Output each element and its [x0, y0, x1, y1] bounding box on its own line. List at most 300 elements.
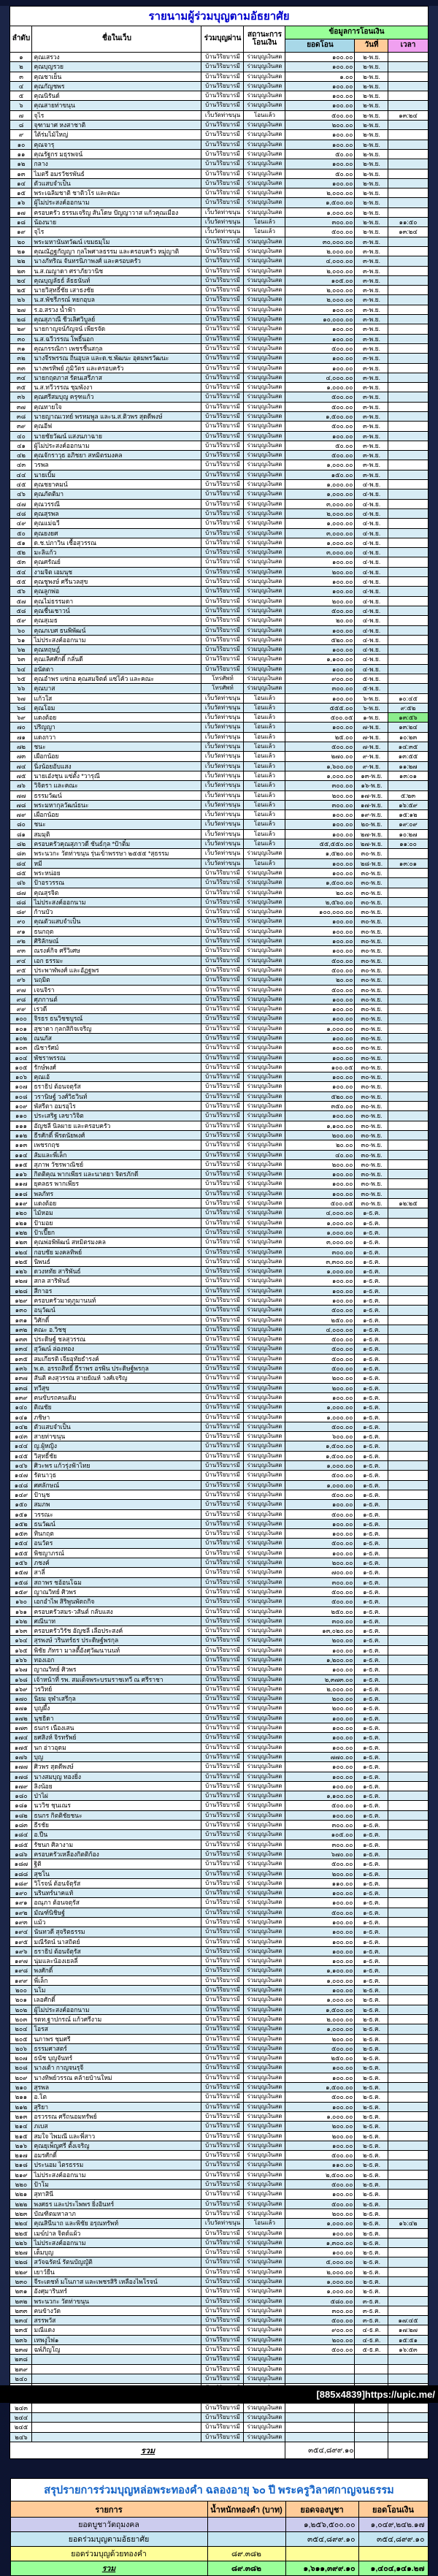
table-row: [10, 1373, 428, 1383]
table-row: [10, 1529, 428, 1539]
via-cell: บ้านวิริยบารมี: [201, 1878, 244, 1888]
via-cell: บ้านวิริยบารมี: [201, 1558, 244, 1568]
via-cell: บ้านวิริยบารมี: [201, 1480, 244, 1490]
table-row: [10, 1490, 428, 1499]
time-cell: [388, 198, 428, 207]
name-cell: คนข้างวัด: [32, 2306, 201, 2315]
time-cell: [388, 1461, 428, 1471]
via-cell: บ้านวิริยบารมี: [201, 1772, 244, 1781]
summary-label-cell: ยอดบูชาวัตถุมงคล: [10, 2518, 207, 2532]
table-row: [10, 1927, 428, 1937]
status-cell: ร่วมบุญเงินสด: [244, 2345, 285, 2355]
date-cell: ๓-พ.ย.: [355, 266, 388, 275]
index-cell: ๔๘: [10, 508, 32, 518]
amount-cell: ๑๐๐.๐๐: [285, 1645, 355, 1655]
status-cell: ร่วมบุญเงินสด: [244, 888, 285, 897]
amount-cell: ๑๐๐.๐๐: [285, 917, 355, 926]
summary-col-item: รายการ: [10, 2501, 207, 2518]
name-cell: คุณสายท่าขนุน: [32, 101, 201, 110]
date-cell: ๒-ธ.ค.: [355, 2034, 388, 2043]
via-cell: บ้านวิริยบารมี: [201, 2190, 244, 2199]
name-cell: นายกาญจน์กัญจน์ เพียรจัด: [32, 324, 201, 334]
date-cell: ๑-ธ.ค.: [355, 1500, 388, 1509]
status-cell: ร่วมบุญเงินสด: [244, 101, 285, 110]
amount-cell: ๑,๐๐๐.๐๐: [285, 1412, 355, 1422]
via-cell: บ้านวิริยบารมี: [201, 645, 244, 655]
status-cell: ร่วมบุญเงินสด: [244, 538, 285, 547]
table-row: [10, 907, 428, 917]
index-cell: ๒๒๘: [10, 2257, 32, 2267]
time-cell: [388, 2180, 428, 2190]
time-cell: [388, 2083, 428, 2092]
status-cell: ร่วมบุญเงินสด: [244, 937, 285, 946]
status-cell: โอนแล้ว: [244, 858, 285, 868]
name-cell: ชนะ: [32, 742, 201, 752]
name-cell: คุณเสรวง: [32, 53, 201, 62]
index-cell: ๗๗: [10, 790, 32, 800]
date-cell: ๑๙-พ.ย.: [355, 810, 388, 820]
date-cell: ๑-ธ.ค.: [355, 1218, 388, 1227]
date-cell: ๑-ธ.ค.: [355, 1315, 388, 1325]
status-cell: ร่วมบุญเงินสด: [244, 2170, 285, 2179]
name-cell: พงศักดิ์: [32, 1966, 201, 1975]
amount-cell: ๒,๕๖๐.๐๐: [285, 897, 355, 907]
amount-cell: ๑.๐๐: [285, 72, 355, 81]
table-row: [10, 2180, 428, 2190]
time-cell: [388, 1306, 428, 1315]
index-cell: ๑๑๖: [10, 1170, 32, 1179]
time-cell: [388, 1665, 428, 1674]
date-cell: ๑-ธ.ค.: [355, 1306, 388, 1315]
amount-cell: ๕๐๐.๐๐: [285, 1908, 355, 1917]
date-cell: ๒-ธ.ค.: [355, 2228, 388, 2238]
amount-cell: ๑,๐๐๐.๐๐: [285, 1975, 355, 1985]
status-cell: ร่วมบุญเงินสด: [244, 1927, 285, 1937]
index-cell: ๑๗๓: [10, 1723, 32, 1733]
amount-cell: ๕๐๐.๐๐: [285, 2316, 355, 2325]
summary-transferred-cell: ๑,๔๐๔,๑๔๑.๒๗: [358, 2561, 428, 2576]
name-cell: คุณอีฟ: [32, 422, 201, 431]
via-cell: บ้านวิริยบารมี: [201, 1024, 244, 1033]
via-cell: บ้านวิริยบารมี: [201, 1548, 244, 1558]
date-cell: ๓๐-พ.ย.: [355, 1189, 388, 1198]
date-cell: ๑-ธ.ค.: [355, 1587, 388, 1596]
status-cell: โอนแล้ว: [244, 781, 285, 790]
status-cell: ร่วมบุญเงินสด: [244, 1645, 285, 1655]
via-cell: บ้านวิริยบารมี: [201, 2054, 244, 2063]
amount-cell: ๑๐๐.๐๐: [285, 1772, 355, 1781]
status-cell: โอนแล้ว: [244, 771, 285, 780]
name-cell: คุณแม่ฉวี: [32, 519, 201, 528]
date-cell: ๒-ธ.ค.: [355, 2083, 388, 2092]
via-cell: บ้านวิริยบารมี: [201, 1704, 244, 1713]
amount-cell: ๑,๐๐๐.๐๐: [285, 519, 355, 528]
table-row: [10, 548, 428, 557]
table-row: [10, 1392, 428, 1402]
date-cell: ๙-พ.ย.: [355, 752, 388, 761]
name-cell: เลอศักดิ์: [32, 1995, 201, 2005]
table-row: [10, 441, 428, 450]
index-cell: ๘๘: [10, 897, 32, 907]
status-cell: ร่วมบุญเงินสด: [244, 2005, 285, 2014]
table-row: [10, 1752, 428, 1761]
amount-cell: ๑๐๐.๐๐: [285, 1519, 355, 1528]
date-cell: ๒๗-พ.ย.: [355, 829, 388, 839]
date-cell: ๓-พ.ย.: [355, 305, 388, 314]
date-cell: ๗-พ.ย.: [355, 742, 388, 752]
status-cell: ร่วมบุญเงินสด: [244, 1432, 285, 1441]
amount-cell: ๕๐๐.๐๐: [285, 1587, 355, 1596]
amount-cell: ๔,๐๐๐.๐๐: [285, 1325, 355, 1334]
table-row: [10, 1053, 428, 1062]
via-cell: บ้านวิริยบารมี: [201, 460, 244, 470]
status-cell: ร่วมบุญเงินสด: [244, 1150, 285, 1159]
index-cell: ๒๔: [10, 275, 32, 285]
amount-cell: ๑๐๐.๐๐: [285, 645, 355, 655]
via-cell: บ้านวิริยบารมี: [201, 2325, 244, 2335]
via-cell: บ้านวิริยบารมี: [201, 1296, 244, 1306]
date-cell: ๑-ธ.ค.: [355, 1519, 388, 1528]
time-cell: [388, 1218, 428, 1227]
date-cell: ๒-ธ.ค.: [355, 2151, 388, 2160]
via-cell: บ้านวิริยบารมี: [201, 2364, 244, 2374]
amount-cell: ๕๒๐.๐๐: [285, 1091, 355, 1101]
status-cell: ร่วมบุญเงินสด: [244, 1208, 285, 1218]
time-cell: [388, 1918, 428, 1927]
time-cell: [388, 334, 428, 343]
name-cell: ภชงค์: [32, 1558, 201, 1568]
name-cell: นางเต้า กาญจนรุจี: [32, 2063, 201, 2073]
amount-cell: ๑๐๐.๐๐: [285, 1927, 355, 1937]
time-cell: ๕:๒๓: [388, 790, 428, 800]
date-cell: ๑-ธ.ค.: [355, 1791, 388, 1801]
table-row: [10, 2092, 428, 2102]
status-cell: ร่วมบุญเงินสด: [244, 645, 285, 655]
time-cell: [388, 1908, 428, 1917]
amount-cell: ๑๐๐.๐๐: [285, 1005, 355, 1014]
status-cell: ร่วมบุญเงินสด: [244, 1005, 285, 1014]
name-cell: ครอบครัวคุณสุภาวดี ชันธ์กุล *ป้าติ๋ม: [32, 839, 201, 849]
amount-cell: ๗๐๐.๐๐: [285, 1568, 355, 1577]
amount-cell: ๕๐๐.๐๐: [285, 1597, 355, 1607]
status-cell: ร่วมบุญเงินสด: [244, 2141, 285, 2150]
date-cell: ๑-ธ.ค.: [355, 1927, 388, 1937]
name-cell: ธรรมศาสตร์: [32, 2043, 201, 2053]
amount-cell: ๒๕๐.๐๐: [285, 1607, 355, 1616]
status-cell: ร่วมบุญเงินสด: [244, 460, 285, 470]
index-cell: ๑๓: [10, 169, 32, 178]
via-cell: บ้านวิริยบารมี: [201, 1529, 244, 1539]
date-cell: ๑-ธ.ค.: [355, 1247, 388, 1257]
table-row: [10, 1801, 428, 1810]
status-cell: ร่วมบุญเงินสด: [244, 2151, 285, 2160]
index-cell: ๒๐๓: [10, 2014, 32, 2024]
date-cell: ๒-พ.ย.: [355, 207, 388, 217]
time-cell: [388, 2063, 428, 2073]
time-cell: [388, 1655, 428, 1664]
index-cell: ๙๗: [10, 985, 32, 994]
amount-cell: ๑,๐๐๐.๐๐: [285, 538, 355, 547]
date-cell: ๒-ธ.ค.: [355, 2160, 388, 2170]
index-cell: ๑๓๗: [10, 1373, 32, 1383]
table-row: [10, 373, 428, 382]
date-cell: ๒-ธ.ค.: [355, 2122, 388, 2131]
amount-cell: ๑๐๐.๐๐: [285, 354, 355, 363]
time-cell: [388, 237, 428, 246]
name-cell: ติณชัย: [32, 1403, 201, 1412]
amount-cell: ๑๐๐.๐๕: [285, 1062, 355, 1072]
index-cell: ๕๖: [10, 587, 32, 596]
status-cell: ร่วมบุญเงินสด: [244, 499, 285, 508]
amount-cell: ๒๐๐.๐๐: [285, 1558, 355, 1568]
amount-cell: ๑๐๐.๐๐: [285, 1742, 355, 1752]
amount-cell: ๑,๐๐๐.๐๐: [285, 207, 355, 217]
time-cell: [388, 1170, 428, 1179]
table-row: [10, 917, 428, 926]
time-cell: ๑๗:๒๗: [388, 2325, 428, 2335]
total-amount: ๓๕๔,๘๙๙.๑๐: [285, 2442, 355, 2459]
index-cell: ๘๐: [10, 820, 32, 829]
via-cell: บ้านวิริยบารมี: [201, 1267, 244, 1276]
amount-cell: ๑๐๐.๐๐: [285, 1111, 355, 1121]
status-cell: ร่วมบุญเงินสด: [244, 72, 285, 81]
via-cell: บ้านวิริยบารมี: [201, 2209, 244, 2218]
time-cell: [388, 1519, 428, 1528]
date-cell: ๓๐-พ.ย.: [355, 917, 388, 926]
table-row: [10, 53, 428, 62]
time-cell: [388, 159, 428, 169]
name-cell: นายญาณเวทย์ พรหมพูล และน.ส.ติวพร สุดดีพงษ์: [32, 411, 201, 421]
index-cell: ๑๔๕: [10, 1451, 32, 1460]
table-row: [10, 2306, 428, 2315]
time-cell: [388, 2151, 428, 2160]
date-cell: ๔-พ.ย.: [355, 519, 388, 528]
status-cell: ร่วมบุญเงินสด: [244, 480, 285, 489]
name-cell: [32, 2403, 201, 2412]
index-cell: ๒๓๑: [10, 2287, 32, 2296]
name-cell: คณะ อ.วิชชุ: [32, 1325, 201, 1334]
via-cell: บ้านวิริยบารมี: [201, 489, 244, 499]
name-cell: อรวรรณ ศรีถนอมทรัพย์: [32, 2111, 201, 2121]
amount-cell: ๒,๐๐๐.๐๐: [285, 286, 355, 295]
via-cell: บ้านวิริยบารมี: [201, 1810, 244, 1820]
amount-cell: ๑๐๐.๐๐: [285, 81, 355, 91]
date-cell: [355, 2364, 388, 2374]
name-cell: ธนกร กิตติชัยชนะ: [32, 1810, 201, 1820]
name-cell: นฤมิต: [32, 975, 201, 985]
date-cell: ๒-ธ.ค.: [355, 1986, 388, 1995]
name-cell: วรพล: [32, 460, 201, 470]
name-cell: เจนจิรา: [32, 985, 201, 994]
date-cell: ๑-ธ.ค.: [355, 1392, 388, 1402]
status-cell: ร่วมบุญเงินสด: [244, 596, 285, 606]
via-cell: บ้านวิริยบารมี: [201, 1451, 244, 1460]
amount-cell: ๕๐๐.๐๐: [285, 402, 355, 411]
index-cell: ๑๒๘: [10, 1286, 32, 1295]
index-cell: ๑๙๔: [10, 1927, 32, 1937]
status-cell: โอนแล้ว: [244, 790, 285, 800]
via-cell: บ้านวิริยบารมี: [201, 2063, 244, 2073]
status-cell: ร่วมบุญเงินสด: [244, 1218, 285, 1227]
watermark: [885x4839]https://upic.me/: [316, 2389, 435, 2400]
index-cell: ๑๙๗: [10, 1956, 32, 1966]
via-cell: บ้านวิริยบารมี: [201, 62, 244, 72]
name-cell: อัญชลี นิลผาย และครอบครัว: [32, 1121, 201, 1130]
table-row: [10, 1130, 428, 1140]
index-cell: ๒๓๔: [10, 2316, 32, 2325]
via-cell: บ้านวิริยบารมี: [201, 1403, 244, 1412]
via-cell: บ้านวิริยบารมี: [201, 2423, 244, 2432]
date-cell: ๓๐-พ.ย.: [355, 985, 388, 994]
time-cell: [388, 781, 428, 790]
date-cell: ๑-ธ.ค.: [355, 1908, 388, 1917]
amount-cell: ๑๐๐.๐๐: [285, 178, 355, 188]
index-cell: ๙๘: [10, 994, 32, 1004]
index-cell: ๗๕: [10, 771, 32, 780]
table-row: [10, 868, 428, 877]
amount-cell: ๑๐๐.๐๐: [285, 1043, 355, 1053]
table-row: [10, 965, 428, 975]
index-cell: ๑๗๖: [10, 1752, 32, 1761]
status-cell: ร่วมบุญเงินสด: [244, 91, 285, 101]
date-cell: ๓๐-พ.ย.: [355, 897, 388, 907]
time-cell: [388, 1159, 428, 1169]
index-cell: ๑๑๑: [10, 1121, 32, 1130]
via-cell: บ้านวิริยบารมี: [201, 256, 244, 266]
time-cell: [388, 149, 428, 159]
amount-cell: ๑๐๐.๐๐: [285, 91, 355, 101]
amount-cell: ๑๐๐.๐๐: [285, 1898, 355, 1908]
status-cell: ร่วมบุญเงินสด: [244, 246, 285, 256]
amount-cell: ๑,๖๐๐.๐๐: [285, 761, 355, 771]
table-row: [10, 858, 428, 868]
index-cell: ๒๓๙: [10, 2364, 32, 2374]
time-cell: [388, 2296, 428, 2306]
date-cell: [355, 2432, 388, 2442]
name-cell: ธนัช บุญจันทร์: [32, 2054, 201, 2063]
date-cell: ๑-ธ.ค.: [355, 1568, 388, 1577]
summary-col-weight: น้ำหนักทองคำ (บาท): [207, 2501, 285, 2518]
via-cell: โทรศัพท์: [201, 684, 244, 693]
time-cell: ๑๓:๕๕: [388, 752, 428, 761]
table-row: [10, 2209, 428, 2218]
table-row: [10, 528, 428, 538]
table-row: [10, 1539, 428, 1548]
status-cell: ร่วมบุญเงินสด: [244, 237, 285, 246]
status-cell: ร่วมบุญเงินสด: [244, 1607, 285, 1616]
time-cell: [388, 1927, 428, 1937]
total-time-cell: [388, 2442, 428, 2459]
status-cell: ร่วมบุญเงินสด: [244, 441, 285, 450]
index-cell: ๔: [10, 81, 32, 91]
amount-cell: ๕๐๐.๐๐: [285, 2043, 355, 2053]
amount-cell: ๕๐๐.๐๐: [285, 1364, 355, 1373]
index-cell: ๘๙: [10, 907, 32, 917]
table-row: [10, 1043, 428, 1053]
status-cell: ร่วมบุญเงินสด: [244, 1257, 285, 1266]
date-cell: ๓-พ.ย.: [355, 470, 388, 479]
time-cell: [388, 878, 428, 888]
summary-col-reserved: ยอดจองบูชา: [285, 2501, 358, 2518]
table-row: [10, 72, 428, 81]
via-cell: บ้านวิริยบารมี: [201, 2170, 244, 2179]
status-cell: ร่วมบุญเงินสด: [244, 286, 285, 295]
status-cell: ร่วมบุญเงินสด: [244, 587, 285, 596]
status-cell: ร่วมบุญเงินสด: [244, 1179, 285, 1189]
date-cell: ๒-พ.ย.: [355, 149, 388, 159]
status-cell: ร่วมบุญเงินสด: [244, 1548, 285, 1558]
summary-reserved-cell: [285, 2547, 358, 2561]
amount-cell: ๑๐๐.๐๐: [285, 1189, 355, 1198]
index-cell: ๒๔๔: [10, 2413, 32, 2423]
amount-cell: ๑๐๐.๐๐: [285, 431, 355, 441]
amount-cell: [285, 2423, 355, 2432]
via-cell: บ้านวิริยบารมี: [201, 1645, 244, 1655]
date-cell: ๒๘-พ.ย.: [355, 858, 388, 868]
table-row: [10, 2296, 428, 2306]
col-header-index: ลำดับ: [10, 26, 32, 53]
via-cell: บ้านวิริยบารมี: [201, 169, 244, 178]
via-cell: บ้านวิริยบารมี: [201, 121, 244, 130]
via-cell: บ้านวิริยบารมี: [201, 499, 244, 508]
status-cell: ร่วมบุญเงินสด: [244, 1043, 285, 1053]
via-cell: เว็บวัดท่าขนุน: [201, 858, 244, 868]
name-cell: คุณชาเย็น: [32, 72, 201, 81]
date-cell: ๓-พ.ย.: [355, 334, 388, 343]
status-cell: ร่วมบุญเงินสด: [244, 2209, 285, 2218]
table-row: [10, 392, 428, 402]
table-row: [10, 110, 428, 120]
status-cell: ร่วมบุญเงินสด: [244, 1335, 285, 1344]
via-cell: บ้านวิริยบารมี: [201, 1102, 244, 1111]
index-cell: ๘: [10, 121, 32, 130]
via-cell: บ้านวิริยบารมี: [201, 1849, 244, 1859]
amount-cell: ๑๐๐.๐๐: [285, 820, 355, 829]
date-cell: ๓๐-พ.ย.: [355, 1072, 388, 1082]
time-cell: [388, 2170, 428, 2179]
index-cell: ๔๖: [10, 489, 32, 499]
via-cell: บ้านวิริยบารมี: [201, 2276, 244, 2286]
date-cell: ๒-พ.ย.: [355, 227, 388, 237]
table-row: [10, 198, 428, 207]
status-cell: ร่วมบุญเงินสด: [244, 1539, 285, 1548]
via-cell: บ้านวิริยบารมี: [201, 480, 244, 489]
table-row: [10, 897, 428, 907]
date-cell: ๑-ธ.ค.: [355, 1810, 388, 1820]
index-cell: ๕๑: [10, 538, 32, 547]
name-cell: กิตติคุณ พากเพียร และนาตยา จิตรภักดี: [32, 1170, 201, 1179]
col-header-transfer-group: ข้อมูลการโอนเงิน: [285, 26, 428, 39]
via-cell: บ้านวิริยบารมี: [201, 1140, 244, 1150]
amount-cell: ๑๐๐.๐๐: [285, 2102, 355, 2111]
amount-cell: ๑๐๐.๐๐: [285, 130, 355, 140]
name-cell: ชนะ: [32, 820, 201, 829]
name-cell: นันทวดี สุจริตธรรม: [32, 1927, 201, 1937]
date-cell: ๒-ธ.ค.: [355, 2170, 388, 2179]
status-cell: ร่วมบุญเงินสด: [244, 508, 285, 518]
time-cell: ๑๓:๕๖: [388, 713, 428, 723]
status-cell: โอนแล้ว: [244, 810, 285, 820]
amount-cell: ๑๐๐.๐๐: [285, 2073, 355, 2082]
name-cell: อมรศักดิ์: [32, 2151, 201, 2160]
name-cell: ประนอม ไตรธรรม: [32, 2160, 201, 2170]
status-cell: ร่วมบุญเงินสด: [244, 1889, 285, 1898]
amount-cell: ๑๐๐.๐๐: [285, 557, 355, 567]
name-cell: สมใจ ไพมณี และพี่สาว: [32, 2131, 201, 2141]
via-cell: บ้านวิริยบารมี: [201, 2228, 244, 2238]
via-cell: บ้านวิริยบารมี: [201, 1713, 244, 1723]
via-cell: บ้านวิริยบารมี: [201, 1014, 244, 1024]
